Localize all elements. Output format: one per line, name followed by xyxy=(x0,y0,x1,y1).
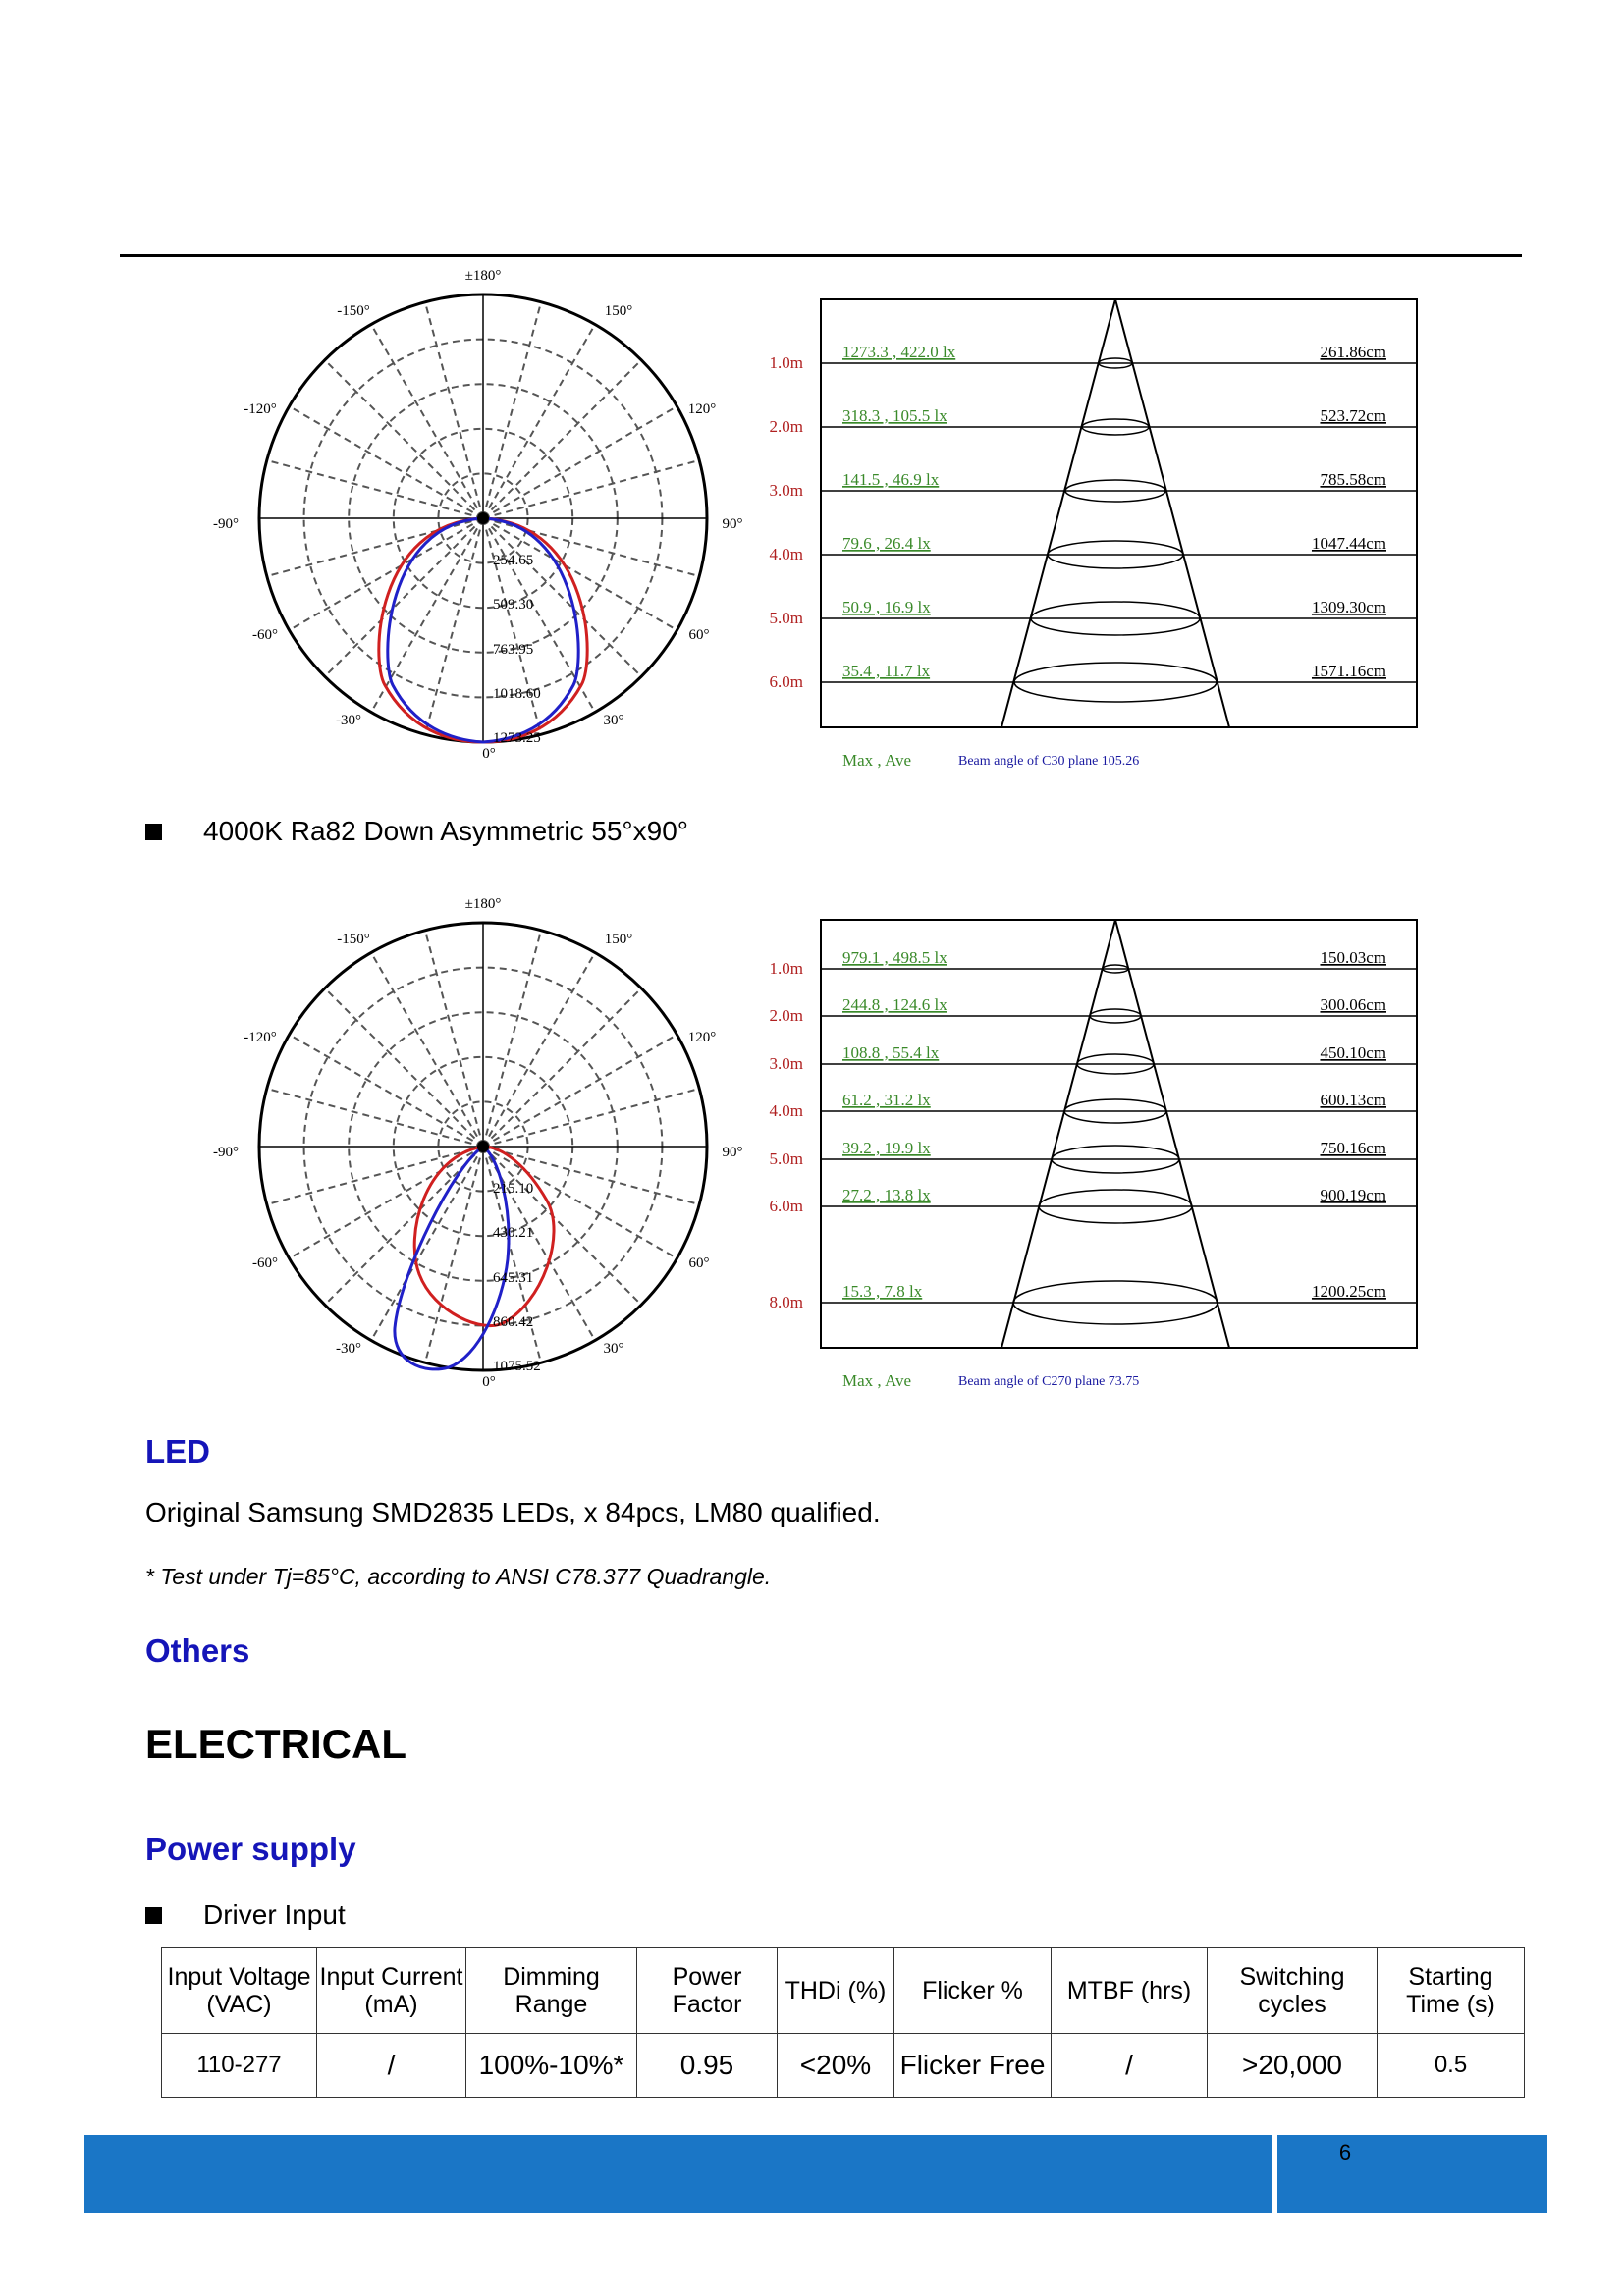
table-header-row xyxy=(162,1948,1525,2034)
distance-label: 4.0m xyxy=(769,545,803,563)
angle-label: -150° xyxy=(337,303,370,319)
polar-plot-2 xyxy=(213,896,743,1390)
diameter-label: 261.86cm xyxy=(1320,343,1386,361)
polar-curve-blue xyxy=(395,1147,509,1369)
distance-label: 6.0m xyxy=(769,672,803,691)
diameter-label: 1309.30cm xyxy=(1311,598,1386,616)
diameter-label: 300.06cm xyxy=(1320,995,1386,1014)
illuminance-cone-2 xyxy=(770,920,1417,1390)
illuminance-cone-1 xyxy=(770,299,1417,770)
ring-value: 1273.25 xyxy=(493,730,541,746)
footer-bar xyxy=(84,2135,1547,2213)
table-header-cell: THDi (%) xyxy=(778,1948,894,2034)
angle-label: 30° xyxy=(603,1341,624,1357)
illuminance-label: 979.1 , 498.5 lx xyxy=(842,948,947,967)
angle-label: -30° xyxy=(336,713,361,728)
angle-label: 60° xyxy=(688,1255,710,1271)
ring-value: 1075.52 xyxy=(493,1359,541,1374)
table-cell: <20% xyxy=(778,2034,894,2098)
ring-value: 430.21 xyxy=(493,1225,534,1241)
footer-divider xyxy=(1272,2135,1277,2213)
table-cell: 0.5 xyxy=(1378,2034,1525,2098)
electrical-heading: ELECTRICAL xyxy=(145,1721,406,1767)
photometric-diagram-2 xyxy=(187,891,1443,1402)
distance-label: 1.0m xyxy=(769,959,803,978)
table-row xyxy=(162,2034,1525,2098)
ring-value: 215.10 xyxy=(493,1181,534,1197)
angle-label: -120° xyxy=(244,1030,277,1045)
table-header-cell: Dimming Range xyxy=(466,1948,637,2034)
polar-plot-1 xyxy=(213,268,743,762)
ring-value: 1018.60 xyxy=(493,686,541,702)
distance-label: 5.0m xyxy=(769,609,803,627)
bullet-square-icon xyxy=(145,1907,162,1924)
table-header-cell: Flicker % xyxy=(894,1948,1052,2034)
illuminance-label: 79.6 , 26.4 lx xyxy=(842,534,931,553)
distance-label: 2.0m xyxy=(769,1006,803,1025)
table-header-cell: MTBF (hrs) xyxy=(1052,1948,1208,2034)
table-cell: >20,000 xyxy=(1208,2034,1378,2098)
angle-label: 0° xyxy=(482,1374,496,1390)
diameter-label: 150.03cm xyxy=(1320,948,1386,967)
table-cell: 110-277 xyxy=(162,2034,317,2098)
bullet-square-icon xyxy=(145,824,162,840)
angle-label: 120° xyxy=(687,401,717,417)
diameter-label: 600.13cm xyxy=(1320,1091,1386,1109)
ring-value: 509.30 xyxy=(493,597,534,613)
bullet-item xyxy=(145,816,688,847)
beam-angle-note: Beam angle of C270 plane 73.75 xyxy=(958,1374,1140,1389)
photometric-diagram-1 xyxy=(187,263,1443,774)
illuminance-label: 108.8 , 55.4 lx xyxy=(842,1043,940,1062)
distance-label: 8.0m xyxy=(769,1293,803,1311)
angle-label: -60° xyxy=(252,1255,278,1271)
illuminance-label: 1273.3 , 422.0 lx xyxy=(842,343,956,361)
table-cell: 0.95 xyxy=(637,2034,778,2098)
table-cell: / xyxy=(317,2034,466,2098)
diameter-label: 450.10cm xyxy=(1320,1043,1386,1062)
table-cell: 100%-10%* xyxy=(466,2034,637,2098)
angle-label: -60° xyxy=(252,627,278,643)
diameter-label: 750.16cm xyxy=(1320,1139,1386,1157)
angle-label: 90° xyxy=(722,516,743,532)
table-header-cell: Input Current (mA) xyxy=(317,1948,466,2034)
angle-label: ±180° xyxy=(464,896,502,912)
distance-label: 3.0m xyxy=(769,1054,803,1073)
beam-angle-note: Beam angle of C30 plane 105.26 xyxy=(958,754,1140,769)
ring-value: 860.42 xyxy=(493,1314,534,1330)
angle-label: -90° xyxy=(213,1145,239,1160)
distance-label: 4.0m xyxy=(769,1101,803,1120)
bullet-item xyxy=(145,1899,346,1931)
table-cell: Flicker Free xyxy=(894,2034,1052,2098)
led-description: Original Samsung SMD2835 LEDs, x 84pcs, LM80 qualified. xyxy=(145,1497,881,1527)
table-header-cell: Switching cycles xyxy=(1208,1948,1378,2034)
angle-label: -90° xyxy=(213,516,239,532)
max-ave-label: Max , Ave xyxy=(842,751,912,770)
ring-value: 763.95 xyxy=(493,642,534,658)
table-header-cell: Starting Time (s) xyxy=(1378,1948,1525,2034)
others-heading: Others xyxy=(145,1632,250,1669)
illuminance-label: 244.8 , 124.6 lx xyxy=(842,995,947,1014)
diameter-label: 785.58cm xyxy=(1320,470,1386,489)
table-header-cell: Power Factor xyxy=(637,1948,778,2034)
angle-label: -30° xyxy=(336,1341,361,1357)
angle-label: 150° xyxy=(604,303,633,319)
top-rule xyxy=(120,254,1522,257)
page-number: 6 xyxy=(1338,2140,1352,2164)
led-heading: LED xyxy=(145,1433,210,1469)
distance-label: 3.0m xyxy=(769,481,803,500)
power-supply-heading: Power supply xyxy=(145,1831,356,1867)
illuminance-label: 61.2 , 31.2 lx xyxy=(842,1091,931,1109)
angle-label: ±180° xyxy=(464,268,502,284)
diameter-label: 1571.16cm xyxy=(1311,662,1386,680)
table-header-cell: Input Voltage (VAC) xyxy=(162,1948,317,2034)
angle-label: 120° xyxy=(687,1030,717,1045)
diameter-label: 1047.44cm xyxy=(1311,534,1386,553)
angle-label: -120° xyxy=(244,401,277,417)
angle-label: 60° xyxy=(688,627,710,643)
diameter-label: 900.19cm xyxy=(1320,1186,1386,1204)
angle-label: 90° xyxy=(722,1145,743,1160)
illuminance-label: 39.2 , 19.9 lx xyxy=(842,1139,931,1157)
led-test-note: * Test under Tj=85°C, according to ANSI C78.377 Quadrangle. xyxy=(145,1564,772,1589)
max-ave-label: Max , Ave xyxy=(842,1371,912,1390)
ring-value: 254.65 xyxy=(493,553,534,568)
bullet-text: Driver Input xyxy=(203,1899,346,1930)
angle-label: -150° xyxy=(337,932,370,947)
distance-label: 6.0m xyxy=(769,1197,803,1215)
diameter-label: 523.72cm xyxy=(1320,406,1386,425)
angle-label: 30° xyxy=(603,713,624,728)
angle-label: 0° xyxy=(482,746,496,762)
illuminance-label: 318.3 , 105.5 lx xyxy=(842,406,947,425)
diameter-label: 1200.25cm xyxy=(1311,1282,1386,1301)
distance-label: 1.0m xyxy=(769,353,803,372)
distance-label: 5.0m xyxy=(769,1149,803,1168)
table-cell: / xyxy=(1052,2034,1208,2098)
ring-value: 645.31 xyxy=(493,1270,534,1286)
bullet-text: 4000K Ra82 Down Asymmetric 55°x90° xyxy=(203,816,688,846)
driver-input-table xyxy=(161,1947,1525,2098)
illuminance-label: 27.2 , 13.8 lx xyxy=(842,1186,931,1204)
illuminance-label: 35.4 , 11.7 lx xyxy=(842,662,931,680)
angle-label: 150° xyxy=(604,932,633,947)
illuminance-label: 15.3 , 7.8 lx xyxy=(842,1282,923,1301)
illuminance-label: 50.9 , 16.9 lx xyxy=(842,598,931,616)
illuminance-label: 141.5 , 46.9 lx xyxy=(842,470,940,489)
distance-label: 2.0m xyxy=(769,417,803,436)
